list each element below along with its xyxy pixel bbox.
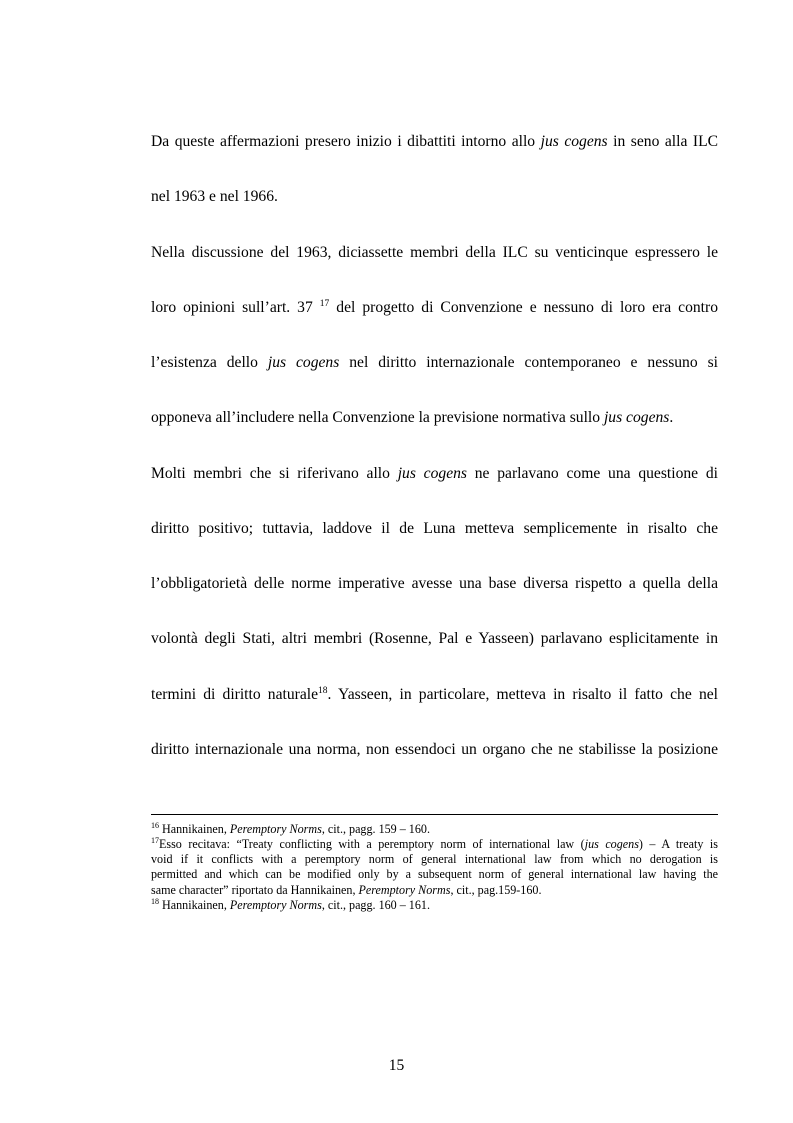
- body-line-12: diritto internazionale una norma, non essendoci un organo che ne stabilisse la posizione: [151, 741, 718, 758]
- footnote-16: $^{16}$ Hannikainen, Peremptory Norms, cit., pagg. 159 – 160.: [151, 821, 430, 836]
- body-line-8: diritto positivo; tuttavia, laddove il de Luna metteva semplicemente in risalto che: [151, 520, 718, 537]
- body-line-9: l’obbligatorietà delle norme imperative avesse una base diversa rispetto a quella della: [151, 575, 718, 592]
- body-line-4: loro opinioni sull’art. 37 $^{17}$ del progetto di Convenzione e nessuno di loro era contro: [151, 299, 719, 316]
- body-line-7: Molti membri che si riferivano allo jus cogens ne parlavano come una questione di: [151, 465, 718, 482]
- body-line-6: opponeva all’includere nella Convenzione la previsione normativa sullo jus cogens.: [151, 409, 674, 426]
- footnote-separator: [151, 814, 718, 815]
- page-number: 15: [388, 1057, 405, 1074]
- footnote-ref-17: 17: [319, 299, 330, 309]
- footnote-ref-18: 18: [318, 686, 328, 696]
- body-line-10: volontà degli Stati, altri membri (Rosenne, Pal e Yasseen) parlavano esplicitamente in: [151, 630, 718, 647]
- footnote-18: $^{18}$ Hannikainen, Peremptory Norms, cit., pagg. 160 – 161.: [151, 897, 430, 912]
- body-line-2: nel 1963 e nel 1966.: [151, 188, 278, 205]
- body-line-5: l’esistenza dello jus cogens nel diritto internazionale contemporaneo e nessuno si: [151, 354, 718, 371]
- body-line-1: Da queste affermazioni presero inizio i dibattiti intorno allo jus cogens in seno alla ILC: [151, 133, 719, 150]
- footnote-17: $^{17}$Esso recitava: “Treaty conflicting with a peremptory norm of international law (jus cogens) – A treaty is void if it conflicts with a peremptory norm of general international law from which no derogation is permitted and which can be modified only by a subsequent norm of general international law having the same character” riportato da Hannikainen, Peremptory Norms, cit., pag.159-160.: [151, 836, 718, 897]
- body-line-3: Nella discussione del 1963, diciassette membri della ILC su venticinque espressero le: [151, 244, 718, 261]
- body-line-11: termini di diritto naturale$^{18}$. Yasseen, in particolare, metteva in risalto il fatto che nel: [151, 686, 718, 703]
